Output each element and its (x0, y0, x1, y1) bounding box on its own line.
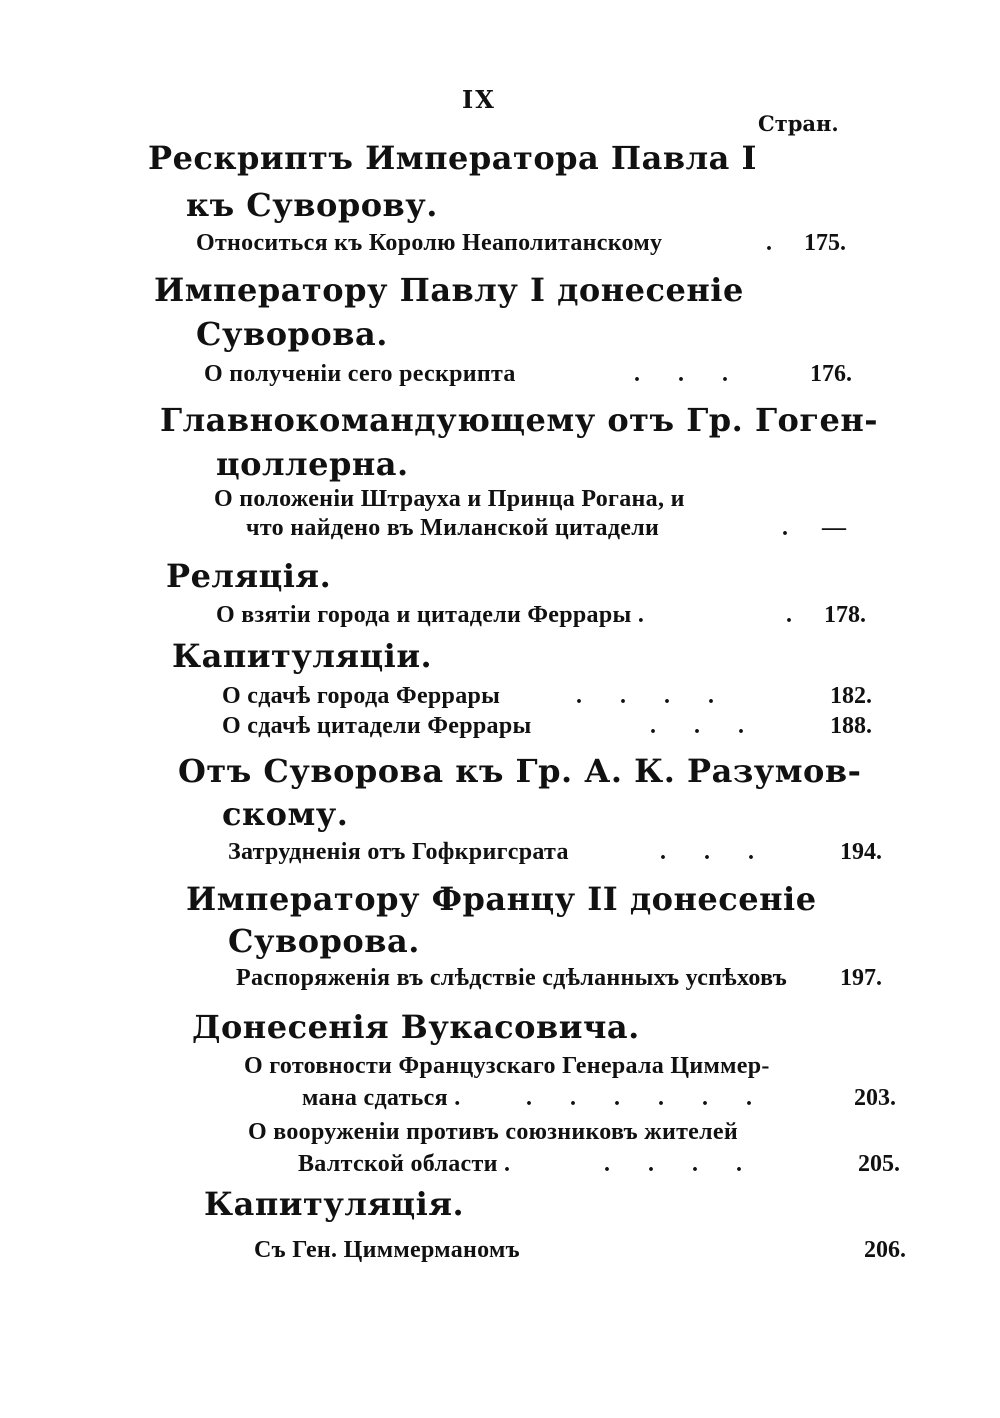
leader-dots: . (782, 515, 826, 541)
toc-item-text: мана сдаться . (302, 1085, 461, 1111)
leader-dots: . (786, 602, 830, 628)
toc-item-text: Относиться къ Королю Неаполитанскому (196, 230, 663, 256)
toc-heading: Суворова. (196, 315, 388, 353)
toc-item-text: Валтской области . (298, 1151, 511, 1177)
toc-heading: Императору Павлу I донесеніе (154, 271, 744, 309)
toc-item-text: что найдено въ Миланской цитадели (246, 515, 660, 541)
toc-page-ref: 206. (864, 1237, 906, 1263)
leader-dots: .... (576, 683, 752, 709)
toc-page-ref: 203. (854, 1085, 896, 1111)
toc-item-text: О взятіи города и цитадели Феррары . (216, 602, 645, 628)
toc-heading: къ Суворову. (186, 186, 438, 224)
toc-page-ref: 188. (830, 713, 872, 739)
toc-heading: Капитуляція. (204, 1185, 465, 1223)
toc-item-text: О полученіи сего рескрипта (204, 361, 516, 387)
leader-dots: . (766, 230, 810, 256)
toc-heading: скому. (222, 795, 349, 833)
toc-page-ref: 176. (810, 361, 852, 387)
toc-heading: Отъ Суворова къ Гр. А. К. Разумов- (178, 752, 862, 790)
toc-heading: Реляція. (166, 557, 332, 595)
toc-heading: Рескриптъ Императора Павла I (148, 139, 757, 177)
toc-item-text: Съ Ген. Циммерманомъ (254, 1237, 520, 1263)
toc-page-ref: 197. (840, 965, 882, 991)
toc-heading: Капитуляціи. (172, 637, 433, 675)
toc-heading: цоллерна. (216, 445, 409, 483)
toc-heading: Суворова. (228, 922, 420, 960)
leader-dots: .... (604, 1151, 780, 1177)
leader-dots: ... (634, 361, 766, 387)
toc-item-text: О вооруженіи противъ союзниковъ жителей (248, 1119, 738, 1145)
toc-page-ref: 194. (840, 839, 882, 865)
toc-page-ref: 175. (804, 230, 846, 256)
toc-page-ref: 205. (858, 1151, 900, 1177)
toc-heading: Донесенія Вукасовича. (192, 1008, 640, 1046)
toc-item-text: О сдачѣ города Феррары (222, 683, 501, 709)
leader-dots: ... (660, 839, 792, 865)
toc-item-text: О положеніи Штрауха и Принца Рогана, и (214, 486, 685, 512)
leader-dots: ...... (526, 1085, 790, 1111)
toc-page-ref: 178. (824, 602, 866, 628)
page-column-label: Стран. (758, 111, 839, 136)
toc-heading: Главнокомандующему отъ Гр. Гоген- (160, 401, 879, 439)
leader-dots: ... (650, 713, 782, 739)
toc-item-text: Затрудненія отъ Гофкригсрата (228, 839, 569, 865)
toc-page-ref: — (822, 515, 846, 541)
page-number: IX (462, 85, 496, 114)
toc-page-ref: 182. (830, 683, 872, 709)
toc-item-text: О сдачѣ цитадели Феррары (222, 713, 532, 739)
toc-item-text: О готовности Французскаго Генерала Циммер- (244, 1053, 770, 1079)
toc-item-text: Распоряженія въ слѣдствіе сдѣланныхъ успѣховъ (236, 965, 788, 991)
toc-heading: Императору Францу II донесеніе (186, 880, 817, 918)
